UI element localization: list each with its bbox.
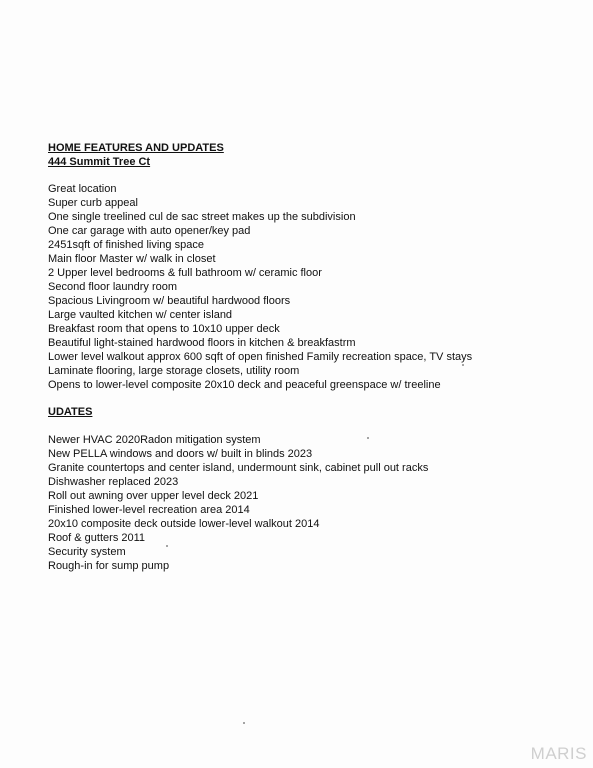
scan-speck bbox=[367, 437, 369, 439]
document-title: HOME FEATURES AND UPDATES bbox=[48, 142, 224, 154]
list-item: 2451sqft of finished living space bbox=[48, 239, 204, 251]
list-item: Dishwasher replaced 2023 bbox=[48, 476, 179, 488]
list-item: Great location bbox=[48, 183, 117, 195]
list-item: Spacious Livingroom w/ beautiful hardwood floors bbox=[48, 295, 291, 307]
list-item: Laminate flooring, large storage closets, utility room bbox=[48, 365, 300, 377]
features-list bbox=[48, 182, 472, 392]
updates-heading: UDATES bbox=[48, 406, 93, 418]
list-item: Lower level walkout approx 600 sqft of open finished Family recreation space, TV stays bbox=[48, 351, 473, 363]
scan-speck bbox=[243, 722, 245, 724]
maris-watermark: MARIS bbox=[530, 744, 587, 763]
list-item: 2 Upper level bedrooms & full bathroom w/ ceramic floor bbox=[48, 267, 322, 279]
list-item: Beautiful light-stained hardwood floors in kitchen & breakfastrm bbox=[48, 337, 356, 349]
list-item: One single treelined cul de sac street makes up the subdivision bbox=[48, 211, 356, 223]
scan-speck bbox=[462, 364, 464, 366]
list-item: Granite countertops and center island, undermount sink, cabinet pull out racks bbox=[48, 462, 429, 474]
scan-speck bbox=[166, 545, 168, 547]
list-item: One car garage with auto opener/key pad bbox=[48, 225, 251, 237]
list-item: Finished lower-level recreation area 2014 bbox=[48, 504, 250, 516]
list-item: Roof & gutters 2011 bbox=[48, 532, 146, 544]
list-item: Super curb appeal bbox=[48, 197, 138, 209]
list-item: Roll out awning over upper level deck 2021 bbox=[48, 490, 259, 502]
list-item: Main floor Master w/ walk in closet bbox=[48, 253, 216, 265]
list-item: New PELLA windows and doors w/ built in blinds 2023 bbox=[48, 448, 313, 460]
list-item: Security system bbox=[48, 546, 126, 558]
list-item: Second floor laundry room bbox=[48, 281, 178, 293]
property-address: 444 Summit Tree Ct bbox=[48, 156, 151, 168]
list-item: Opens to lower-level composite 20x10 deck and peaceful greenspace w/ treeline bbox=[48, 379, 441, 391]
list-item: Rough-in for sump pump bbox=[48, 560, 170, 572]
list-item: Newer HVAC 2020Radon mitigation system bbox=[48, 434, 261, 446]
list-item: Breakfast room that opens to 10x10 upper deck bbox=[48, 323, 280, 335]
updates-list bbox=[48, 433, 428, 573]
list-item: Large vaulted kitchen w/ center island bbox=[48, 309, 233, 321]
list-item: 20x10 composite deck outside lower-level walkout 2014 bbox=[48, 518, 320, 530]
